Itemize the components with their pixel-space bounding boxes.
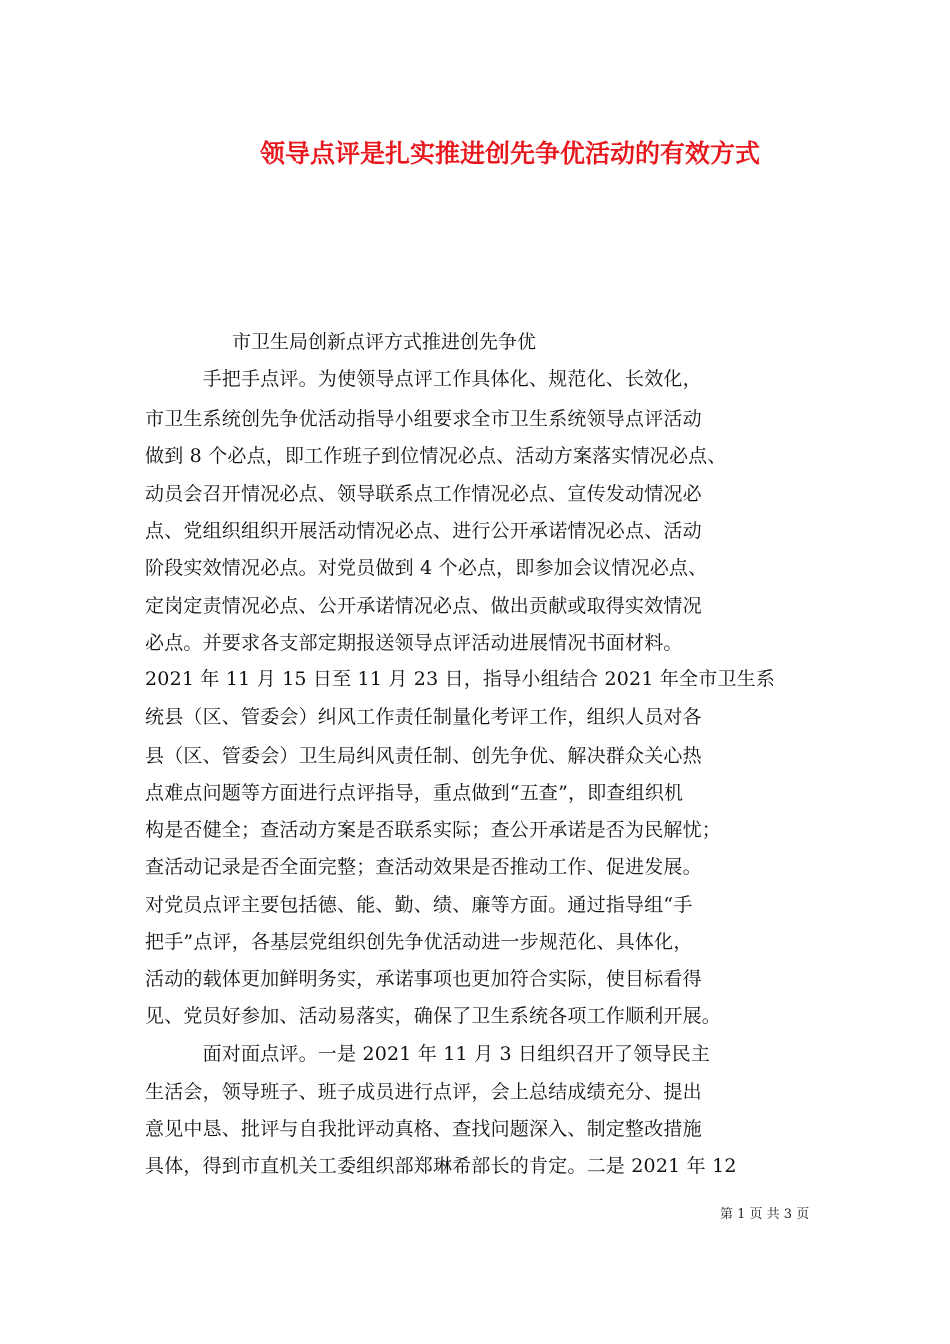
body-line: 意见中恳、批评与自我批评动真格、查找问题深入、制定整改措施 bbox=[145, 1118, 702, 1140]
body-line: 定岗定责情况必点、公开承诺情况必点、做出贡献或取得实效情况 bbox=[145, 595, 702, 617]
body-line: 具体，得到市直机关工委组织部郑琳希部长的肯定。二是 2021 年 12 bbox=[145, 1155, 737, 1177]
body-line: 活动的载体更加鲜明务实，承诺事项也更加符合实际，使目标看得 bbox=[145, 968, 702, 990]
body-line: 把手”点评，各基层党组织创先争优活动进一步规范化、具体化， bbox=[145, 931, 693, 953]
body-line: 面对面点评。一是 2021 年 11 月 3 日组织召开了领导民主 bbox=[145, 1043, 711, 1065]
body-line: 生活会，领导班子、班子成员进行点评，会上总结成绩充分、提出 bbox=[145, 1081, 702, 1103]
body-line: 见、党员好参加、活动易落实，确保了卫生系统各项工作顺利开展。 bbox=[145, 1005, 722, 1027]
body-line: 点难点问题等方面进行点评指导，重点做到“五查”，即查组织机 bbox=[145, 782, 684, 804]
body-line: 阶段实效情况必点。对党员做到 4 个必点，即参加会议情况必点、 bbox=[145, 557, 708, 579]
body-line: 点、党组织组织开展活动情况必点、进行公开承诺情况必点、活动 bbox=[145, 520, 702, 542]
body-line: 统县（区、管委会）纠风工作责任制量化考评工作，组织人员对各 bbox=[145, 706, 702, 728]
body-line: 2021 年 11 月 15 日至 11 月 23 日，指导小组结合 2021 年全市卫生系 bbox=[145, 668, 776, 690]
body-line: 查活动记录是否全面完整；查活动效果是否推动工作、促进发展。 bbox=[145, 856, 702, 878]
body-line: 做到 8 个必点，即工作班子到位情况必点、活动方案落实情况必点、 bbox=[145, 445, 727, 467]
body-line: 构是否健全；查活动方案是否联系实际；查公开承诺是否为民解忧； bbox=[145, 819, 722, 841]
body-line: 手把手点评。为使领导点评工作具体化、规范化、长效化， bbox=[145, 368, 702, 390]
body-line: 必点。并要求各支部定期报送领导点评活动进展情况书面材料。 bbox=[145, 632, 683, 654]
document-subtitle: 市卫生局创新点评方式推进创先争优 bbox=[232, 331, 537, 353]
body-line: 县（区、管委会）卫生局纠风责任制、创先争优、解决群众关心热 bbox=[145, 745, 702, 767]
document-title: 领导点评是扎实推进创先争优活动的有效方式 bbox=[259, 139, 760, 168]
body-line: 动员会召开情况必点、领导联系点工作情况必点、宣传发动情况必 bbox=[145, 483, 702, 505]
page-number-footer: 第 1 页 共 3 页 bbox=[720, 1207, 810, 1222]
body-line: 市卫生系统创先争优活动指导小组要求全市卫生系统领导点评活动 bbox=[145, 408, 702, 430]
body-line: 对党员点评主要包括德、能、勤、绩、廉等方面。通过指导组“手 bbox=[145, 894, 693, 916]
